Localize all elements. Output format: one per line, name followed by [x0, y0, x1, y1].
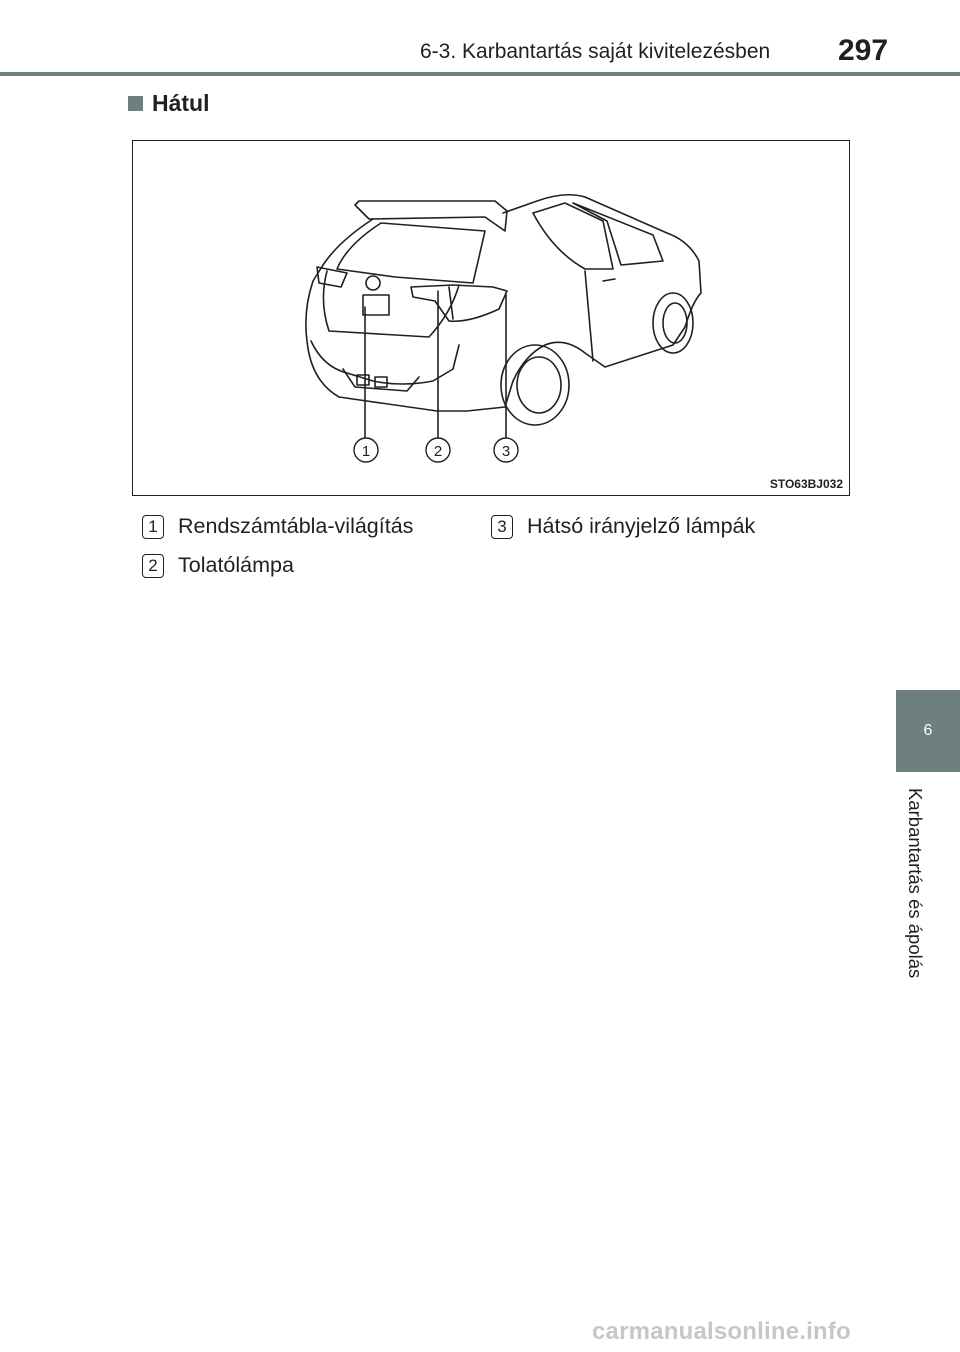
callout-label-2: 2 — [433, 443, 443, 460]
heading-square-icon — [128, 96, 143, 111]
license-plate-recess — [363, 295, 389, 315]
rear-window — [337, 223, 485, 283]
callout-label-3: 3 — [501, 443, 511, 460]
header-section-title: 6-3. Karbantartás saját kivitelezésben — [420, 40, 771, 63]
legend-text-2: Tolatólámpa — [178, 553, 294, 577]
emblem — [366, 276, 380, 290]
legend-text-1: Rendszámtábla-világítás — [178, 514, 414, 538]
chapter-tab — [896, 690, 960, 772]
legend-item-1 — [142, 514, 413, 539]
callout-label-1: 1 — [361, 443, 371, 460]
legend-number-3: 3 — [491, 515, 513, 539]
legend-number-1: 1 — [142, 515, 164, 539]
door-handle — [603, 279, 615, 281]
figure-code: STO63BJ032 — [769, 477, 843, 491]
footer-watermark: carmanualsonline.info — [592, 1318, 851, 1345]
car-rear-figure — [132, 140, 850, 496]
front-wheel-rim — [663, 303, 687, 343]
legend-item-3 — [491, 514, 755, 539]
legend-item-2 — [142, 553, 294, 578]
section-heading-text: Hátul — [152, 90, 210, 116]
chapter-title-vertical: Karbantartás és ápolás — [905, 788, 926, 979]
legend-text-3: Hátsó irányjelző lámpák — [527, 514, 756, 538]
legend-number-2: 2 — [142, 554, 164, 578]
car-rear-illustration — [133, 141, 851, 497]
header-rule — [0, 72, 960, 76]
tail-light-right — [411, 285, 507, 321]
section-heading — [128, 90, 210, 117]
door-line — [585, 271, 593, 361]
rear-wheel-rim — [517, 357, 561, 413]
page-number: 297 — [838, 34, 889, 67]
chapter-number: 6 — [923, 722, 933, 739]
side-window-front — [533, 203, 613, 269]
